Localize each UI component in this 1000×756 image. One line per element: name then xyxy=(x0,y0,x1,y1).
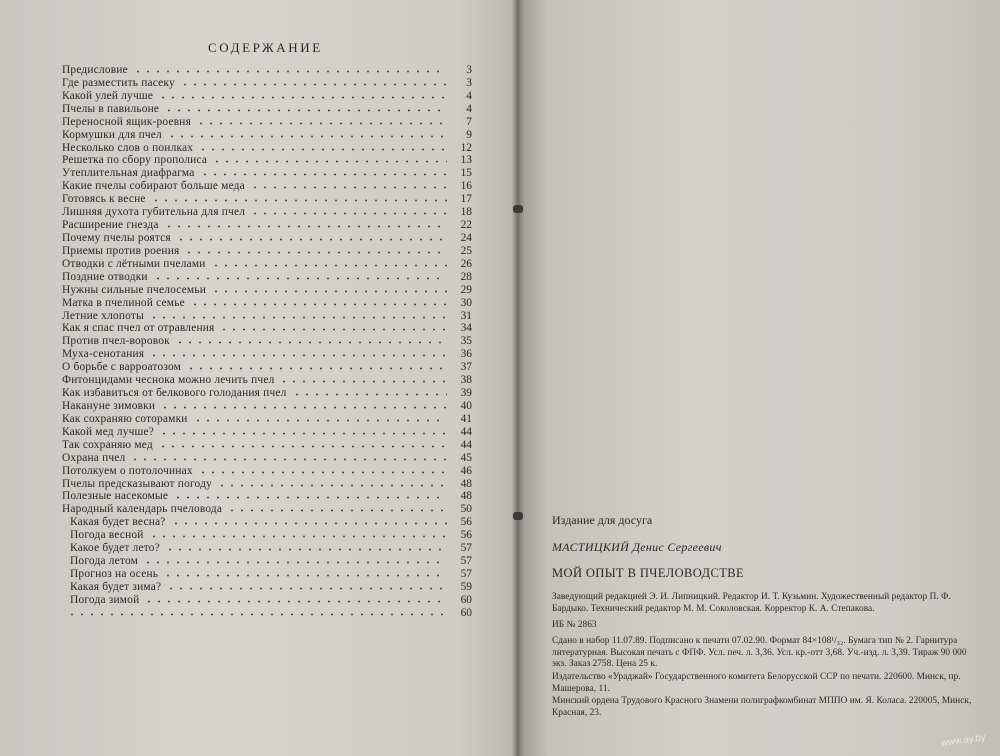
toc-entry-page: 31 xyxy=(460,309,472,322)
staple-icon xyxy=(513,512,523,520)
toc-entry-page: 26 xyxy=(460,257,472,270)
toc-entry-label: Погода летом xyxy=(70,555,139,568)
watermark: www.ay.by xyxy=(940,731,987,750)
toc-list xyxy=(62,64,472,620)
toc-entry-page: 35 xyxy=(460,335,472,348)
toc-entry-label: Накануне зимовки xyxy=(62,399,156,412)
toc-entry-page: 4 xyxy=(466,102,472,115)
toc-entry-label: Прогноз на осень xyxy=(70,567,159,580)
toc-entry xyxy=(62,258,472,271)
toc-entry xyxy=(62,193,472,206)
toc-entry-page: 9 xyxy=(466,128,472,141)
toc-leader-dots xyxy=(215,478,447,487)
toc-leader-dots xyxy=(149,193,447,202)
toc-entry-label: Нужны сильные пчелосемьи xyxy=(62,283,207,296)
toc-leader-dots xyxy=(156,439,447,448)
toc-entry-label: Пчелы в павильоне xyxy=(62,102,160,115)
toc-entry xyxy=(62,413,472,426)
toc-entry-page: 57 xyxy=(460,567,472,580)
toc-entry-page: 39 xyxy=(460,387,472,400)
edition-note: Издание для досуга xyxy=(552,513,653,527)
toc-entry-label: Решетка по сбору прополиса xyxy=(62,154,208,167)
toc-leader-dots xyxy=(188,297,447,306)
toc-entry-page: 3 xyxy=(466,64,472,76)
toc-entry xyxy=(62,297,472,310)
toc-entry xyxy=(62,142,472,155)
toc-entry-page: 7 xyxy=(466,115,472,128)
toc-entry-label: Почему пчелы роятся xyxy=(62,231,171,244)
toc-entry-page: 60 xyxy=(460,593,472,606)
toc-entry-page: 25 xyxy=(460,244,472,257)
toc-entry xyxy=(62,490,472,503)
editorial-staff: Заведующий редакцией Э. И. Липницкий. Редактор И. Т. Кузьмин. Художественный редактор П. Ф. Бардыко. Технический редактор М. М. Соколовская. Корректор К. А. Степакова. xyxy=(552,592,951,614)
toc-leader-dots xyxy=(157,426,447,435)
toc-leader-dots xyxy=(196,465,447,474)
toc-leader-dots xyxy=(65,607,447,616)
toc-entry xyxy=(62,387,472,400)
toc-entry-label: Несколько слов о поилках xyxy=(62,141,194,154)
book-gutter xyxy=(512,0,526,756)
toc-entry-page: 48 xyxy=(460,490,472,503)
toc-leader-dots xyxy=(128,452,447,461)
toc-entry xyxy=(62,503,472,516)
toc-entry xyxy=(62,374,472,387)
toc-entry-label: Какое будет лето? xyxy=(70,542,160,555)
toc-entry-page: 50 xyxy=(460,503,472,516)
toc-entry-page: 3 xyxy=(466,76,472,89)
toc-entry-label: Какой улей лучше xyxy=(62,89,154,102)
toc-entry-page: 44 xyxy=(460,425,472,438)
toc-entry-label: Матка в пчелиной семье xyxy=(62,296,185,309)
toc-leader-dots xyxy=(173,335,447,344)
toc-leader-dots xyxy=(171,490,447,499)
toc-entry-page: 40 xyxy=(460,399,472,412)
toc-entry-page: 18 xyxy=(460,206,472,219)
toc-leader-dots xyxy=(248,206,447,215)
toc-entry-page: 45 xyxy=(460,451,472,464)
toc-entry-page: 41 xyxy=(460,412,472,425)
toc-entry xyxy=(62,219,472,232)
author-name: МАСТИЦКИЙ Денис Сергеевич xyxy=(552,540,722,554)
toc-leader-dots xyxy=(131,64,447,73)
toc-entry-label: Отводки с лётными пчелами xyxy=(62,257,206,270)
toc-entry-page: 37 xyxy=(460,361,472,374)
toc-entry-label: Кормушки для пчел xyxy=(62,128,162,141)
printer-info: Минский ордена Трудового Красного Знамени полиграфкомбинат МППО им. Я. Коласа. 220005, Минск, Красная, 23. xyxy=(552,696,972,718)
toc-entry xyxy=(62,529,472,542)
toc-entry-page: 48 xyxy=(460,477,472,490)
toc-entry xyxy=(62,361,472,374)
book-title: МОЙ ОПЫТ В ПЧЕЛОВОДСТВЕ xyxy=(552,566,745,580)
toc-entry-label: Как я спас пчел от отравления xyxy=(62,322,215,335)
toc-leader-dots xyxy=(147,348,447,357)
toc-entry-label: Муха-сенотания xyxy=(62,348,145,361)
toc-entry-label: Утеплительная диафрагма xyxy=(62,167,195,180)
toc-entry xyxy=(62,594,472,607)
toc-entry xyxy=(62,426,472,439)
toc-entry xyxy=(62,542,472,555)
toc-entry xyxy=(62,400,472,413)
toc-entry-page: 13 xyxy=(460,154,472,167)
toc-entry-page: 60 xyxy=(460,606,472,619)
toc-leader-dots xyxy=(194,116,447,125)
toc-leader-dots xyxy=(210,154,447,163)
toc-leader-dots xyxy=(163,542,447,551)
toc-leader-dots xyxy=(147,310,447,319)
toc-entry-label: Как избавиться от белкового голодания пчел xyxy=(62,387,287,400)
toc-leader-dots xyxy=(198,167,447,176)
toc-leader-dots xyxy=(184,361,447,370)
toc-entry xyxy=(62,581,472,594)
toc-entry-page: 17 xyxy=(460,193,472,206)
toc-leader-dots xyxy=(182,245,447,254)
toc-entry-label: Против пчел-воровок xyxy=(62,335,170,348)
toc-leader-dots xyxy=(178,77,447,86)
toc-entry-page: 56 xyxy=(460,529,472,542)
toc-entry xyxy=(62,478,472,491)
toc-leader-dots xyxy=(209,284,447,293)
toc-entry-label: Погода весной xyxy=(70,529,144,542)
toc-entry-page: 12 xyxy=(460,141,472,154)
toc-entry-label: Расширение гнезда xyxy=(62,219,159,232)
toc-entry-label: Какая будет весна? xyxy=(70,516,166,529)
toc-entry xyxy=(62,180,472,193)
ib-number: ИБ № 2863 xyxy=(552,620,597,630)
toc-leader-dots xyxy=(162,103,447,112)
toc-leader-dots xyxy=(156,90,447,99)
toc-leader-dots xyxy=(147,529,447,538)
toc-entry-label: Как сохраняю соторамки xyxy=(62,412,188,425)
toc-entry xyxy=(62,568,472,581)
toc-entry-label: Поздние отводки xyxy=(62,270,148,283)
toc-entry-label: Какие пчелы собирают больше меда xyxy=(62,180,245,193)
toc-leader-dots xyxy=(164,581,447,590)
toc-leader-dots xyxy=(277,374,447,383)
toc-entry xyxy=(62,90,472,103)
toc-entry-label: Где разместить пасеку xyxy=(62,76,175,89)
toc-entry-label: Приемы против роения xyxy=(62,244,180,257)
toc-entry-page: 59 xyxy=(460,580,472,593)
toc-entry-label: Охрана пчел xyxy=(62,451,126,464)
toc-entry xyxy=(62,64,472,77)
toc-entry-label: Полезные насекомые xyxy=(62,490,169,503)
toc-entry-page: 57 xyxy=(460,542,472,555)
toc-entry-page: 34 xyxy=(460,322,472,335)
toc-entry xyxy=(62,154,472,167)
toc-entry-page: 57 xyxy=(460,555,472,568)
toc-leader-dots xyxy=(209,258,447,267)
toc-entry-label: Фитонцидами чеснока можно лечить пчел xyxy=(62,374,275,387)
toc-entry xyxy=(62,103,472,116)
toc-entry-label: О борьбе с варроатозом xyxy=(62,361,182,374)
toc-entry xyxy=(62,167,472,180)
toc-leader-dots xyxy=(141,555,447,564)
publisher-info: Издательство «Ураджай» Государственного комитета Белорусской ССР по печати. 220600. Минск, пр. Машерова, 11. xyxy=(552,672,961,694)
toc-leader-dots xyxy=(191,413,447,422)
toc-leader-dots xyxy=(158,400,447,409)
toc-entry-label: Переносной ящик-роевня xyxy=(62,115,192,128)
toc-entry-page: 24 xyxy=(460,231,472,244)
toc-entry xyxy=(62,116,472,129)
toc-entry xyxy=(62,322,472,335)
toc-leader-dots xyxy=(248,180,447,189)
toc-leader-dots xyxy=(151,271,447,280)
toc-entry-page: 4 xyxy=(466,89,472,102)
toc-entry-page: 22 xyxy=(460,219,472,232)
toc-leader-dots xyxy=(162,219,447,228)
toc-entry-label: Предисловие xyxy=(62,64,128,76)
toc-entry xyxy=(62,335,472,348)
toc-entry-page: 28 xyxy=(460,270,472,283)
toc-entry-label: Готовясь к весне xyxy=(62,193,146,206)
toc-entry-label: Потолкуем о потолочинах xyxy=(62,464,193,477)
toc-entry-label: Погода зимой xyxy=(70,593,140,606)
toc-entry xyxy=(62,348,472,361)
toc-entry-label: Какая будет зима? xyxy=(70,580,162,593)
toc-entry-page: 29 xyxy=(460,283,472,296)
staple-icon xyxy=(513,205,523,213)
toc-entry xyxy=(62,465,472,478)
toc-entry-label: Пчелы предсказывают погоду xyxy=(62,477,213,490)
toc-entry-page: 16 xyxy=(460,180,472,193)
toc-entry-label: Лишняя духота губительна для пчел xyxy=(62,206,246,219)
toc-title: СОДЕРЖАНИЕ xyxy=(208,40,323,55)
toc-entry xyxy=(62,439,472,452)
toc-leader-dots xyxy=(217,322,447,331)
toc-entry-page: 38 xyxy=(460,374,472,387)
toc-entry-label: Летние хлопоты xyxy=(62,309,144,322)
toc-entry xyxy=(62,452,472,465)
toc-entry xyxy=(62,245,472,258)
toc-entry-page: 56 xyxy=(460,516,472,529)
toc-entry xyxy=(62,232,472,245)
toc-entry-label: Какой мед лучше? xyxy=(62,425,155,438)
toc-entry xyxy=(62,555,472,568)
toc-entry-label: Народный календарь пчеловода xyxy=(62,503,223,516)
toc-entry xyxy=(62,310,472,323)
toc-entry xyxy=(62,206,472,219)
toc-leader-dots xyxy=(169,516,447,525)
toc-entry xyxy=(62,77,472,90)
toc-leader-dots xyxy=(196,142,447,151)
toc-entry-page: 46 xyxy=(460,464,472,477)
toc-entry xyxy=(62,516,472,529)
toc-entry xyxy=(62,284,472,297)
toc-entry-page: 36 xyxy=(460,348,472,361)
toc-entry xyxy=(62,607,472,620)
toc-entry xyxy=(62,129,472,142)
toc-entry xyxy=(62,271,472,284)
toc-leader-dots xyxy=(161,568,447,577)
toc-leader-dots xyxy=(290,387,447,396)
toc-entry-page: 15 xyxy=(460,167,472,180)
print-specs: Сдано в набор 11.07.89. Подписано к печати 07.02.90. Формат 84×108¹/₃₂. Бумага тип № 2. Гарнитура литературная. Высокая печать с ФПФ. Усл. печ. л. 3,36. Усл. кр.-отт 3,68. Уч.-изд. л. 3,39. Тираж 90 000 экз. Заказ 2758. Цена 25 к. xyxy=(552,636,967,670)
toc-entry-label: Так сохраняю мед xyxy=(62,438,153,451)
toc-entry-page: 44 xyxy=(460,438,472,451)
toc-leader-dots xyxy=(174,232,447,241)
toc-leader-dots xyxy=(165,129,447,138)
toc-entry-page: 30 xyxy=(460,296,472,309)
toc-leader-dots xyxy=(225,503,447,512)
toc-leader-dots xyxy=(142,594,447,603)
